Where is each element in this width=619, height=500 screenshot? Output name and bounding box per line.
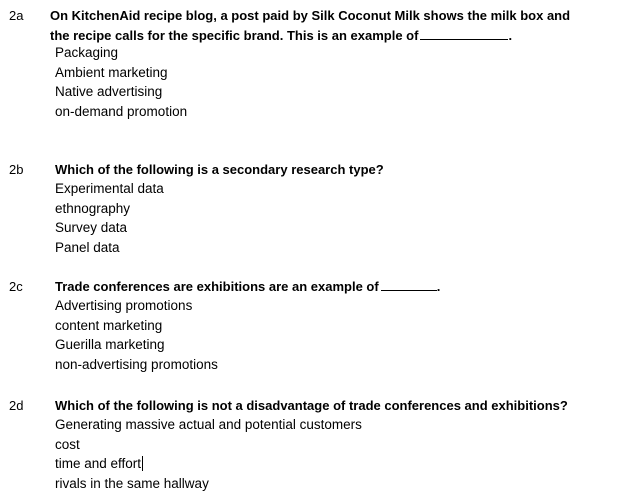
option: Guerilla marketing [55, 337, 165, 352]
question-number: 2b [9, 162, 24, 177]
option-list [55, 296, 218, 374]
option: Native advertising [55, 84, 163, 99]
option: rivals in the same hallway [55, 475, 209, 491]
question-number: 2d [9, 398, 24, 413]
question-number: 2c [9, 279, 23, 294]
stem-line-1: Which of the following is a secondary research type? [55, 162, 384, 177]
option: Advertising promotions [55, 298, 193, 313]
option: ethnography [55, 200, 131, 216]
option: Packaging [55, 45, 119, 60]
stem-text: Trade conferences are exhibitions are an example of [55, 279, 379, 294]
option: Panel data [55, 239, 120, 255]
question-stem [50, 6, 610, 46]
option: Generating massive actual and potential customers [55, 417, 362, 432]
option-list [55, 179, 164, 257]
question-stem [55, 396, 615, 416]
stem-period: . [508, 28, 513, 43]
option: on-demand promotion [55, 103, 188, 119]
stem-line-1 [55, 277, 615, 297]
answer-blank [381, 278, 437, 291]
stem-text: the recipe calls for the specific brand. This is an example of [50, 28, 419, 43]
text-cursor [142, 456, 143, 471]
option-text: time and effort [55, 456, 142, 471]
question-number: 2a [9, 8, 24, 23]
stem-period: . [436, 279, 441, 294]
question-stem [55, 277, 615, 297]
option: Ambient marketing [55, 64, 168, 80]
question-stem [55, 160, 615, 180]
option: non-advertising promotions [55, 356, 218, 372]
option: cost [55, 436, 80, 452]
option: Experimental data [55, 181, 164, 196]
answer-blank [420, 27, 508, 40]
option-list [55, 43, 187, 121]
stem-line-1: On KitchenAid recipe blog, a post paid by Silk Coconut Milk shows the milk box and [50, 8, 571, 23]
option: Survey data [55, 220, 128, 235]
option-with-cursor[interactable] [55, 454, 362, 474]
option-list [55, 415, 362, 493]
option: content marketing [55, 317, 163, 333]
stem-line-1: Which of the following is not a disadvantage of trade conferences and exhibitions? [55, 398, 568, 413]
